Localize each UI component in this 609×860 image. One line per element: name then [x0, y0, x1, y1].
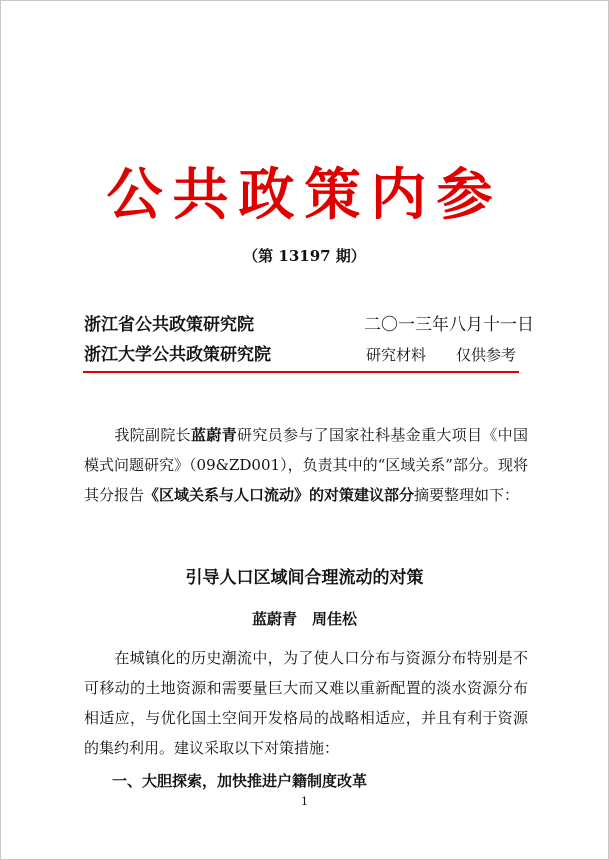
intro-text-3: 摘要整理如下：	[414, 486, 520, 504]
intro-report-title: 《区域关系与人口流动》的对策建议部分	[144, 486, 415, 504]
issue-number: （第 13197 期）	[243, 247, 366, 265]
intro-text-2: 研究员参与了国家社科基金重大项目《中国模式问题研究》（09&ZD001），负责其中的“区域关系”部分。现将其分报告	[84, 426, 528, 504]
masthead-title: 公共政策内参	[106, 162, 503, 228]
header-divider	[83, 371, 519, 373]
section-heading-1: 一、大胆探索，加快推进户籍制度改革	[112, 772, 368, 790]
material-note: 研究材料 仅供参考	[366, 346, 517, 364]
publisher-org-2: 浙江大学公共政策研究院	[84, 345, 271, 365]
body-paragraph	[84, 643, 528, 763]
article-title: 引导人口区域间合理流动的对策	[185, 568, 424, 588]
publisher-org-1: 浙江省公共政策研究院	[84, 315, 254, 335]
body-text: 在城镇化的历史潮流中，为了使人口分布与资源分布特别是不可移动的土地资源和需要量巨大而又难以重新配置的淡水资源分布相适应，与优化国土空间开发格局的战略相适应，并且有利于资源的集约利用。建议采取以下对策措施：	[84, 649, 528, 757]
publish-date: 二〇一三年八月十一日	[364, 315, 534, 335]
intro-author: 蓝蔚青	[191, 426, 237, 444]
intro-paragraph	[84, 420, 528, 510]
page-number: 1	[301, 795, 308, 808]
article-authors: 蓝蔚青 周佳松	[251, 610, 357, 628]
intro-text-1: 我院副院长	[114, 426, 191, 444]
